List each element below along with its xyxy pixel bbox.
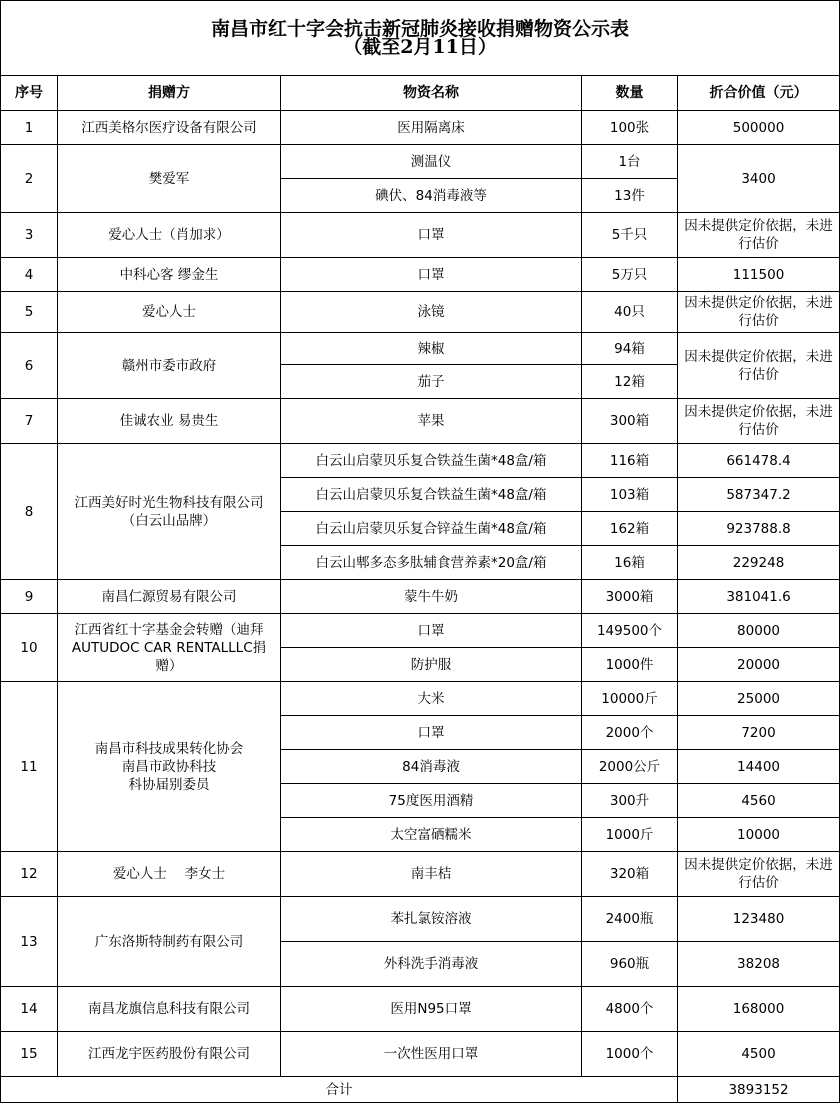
table-row [1,444,840,478]
table-row [1,258,840,292]
value-cell: 111500 [678,258,840,292]
header-item: 物资名称 [281,76,582,111]
value-cell: 229248 [678,546,840,580]
row-number: 14 [1,987,58,1032]
item-cell: 太空富硒糯米 [281,818,582,852]
donor-cell: 爱心人士 [58,292,281,333]
qty-cell: 2400瓶 [582,897,678,942]
table-row [1,213,840,258]
qty-cell: 16箱 [582,546,678,580]
item-cell: 碘伏、84消毒液等 [281,179,582,213]
item-cell: 白云山启蒙贝乐复合锌益生菌*48盒/箱 [281,512,582,546]
donor-cell: 樊爱军 [58,145,281,213]
title-line-2: （截至2月11日） [343,36,497,58]
value-cell: 因未提供定价依据，未进行估价 [678,399,840,444]
qty-cell: 12箱 [582,365,678,399]
item-cell: 茄子 [281,365,582,399]
table-row [1,987,840,1032]
value-cell: 14400 [678,750,840,784]
qty-cell: 4800个 [582,987,678,1032]
item-cell: 辣椒 [281,333,582,365]
qty-cell: 1000件 [582,648,678,682]
qty-cell: 100张 [582,111,678,145]
item-cell: 口罩 [281,614,582,648]
row-number: 4 [1,258,58,292]
donor-cell: 江西美格尔医疗设备有限公司 [58,111,281,145]
donor-cell: 赣州市委市政府 [58,333,281,399]
row-number: 8 [1,444,58,580]
donor-cell: 南昌仁源贸易有限公司 [58,580,281,614]
item-cell: 一次性医用口罩 [281,1032,582,1077]
donor-cell: 爱心人士 李女士 [58,852,281,897]
row-number: 12 [1,852,58,897]
table-row [1,852,840,897]
table-row [1,333,840,365]
row-number: 11 [1,682,58,852]
qty-cell: 103箱 [582,478,678,512]
item-cell: 白云山启蒙贝乐复合铁益生菌*48盒/箱 [281,478,582,512]
title-row [1,1,840,76]
table-body [1,1,840,1103]
title-line-1: 南昌市红十字会抗击新冠肺炎接收捐赠物资公示表 [211,18,630,40]
table-row [1,145,840,179]
value-cell: 661478.4 [678,444,840,478]
value-cell: 因未提供定价依据，未进行估价 [678,213,840,258]
value-cell: 因未提供定价依据，未进行估价 [678,852,840,897]
item-cell: 防护服 [281,648,582,682]
table-row [1,682,840,716]
item-cell: 口罩 [281,716,582,750]
qty-cell: 149500个 [582,614,678,648]
header-no: 序号 [1,76,58,111]
row-number: 7 [1,399,58,444]
qty-cell: 10000斤 [582,682,678,716]
header-donor: 捐赠方 [58,76,281,111]
item-cell: 泳镜 [281,292,582,333]
header-value: 折合价值（元） [678,76,840,111]
item-cell: 医用N95口罩 [281,987,582,1032]
qty-cell: 162箱 [582,512,678,546]
row-number: 13 [1,897,58,987]
item-cell: 口罩 [281,213,582,258]
header-row [1,76,840,111]
row-number: 2 [1,145,58,213]
value-cell: 10000 [678,818,840,852]
qty-cell: 960瓶 [582,942,678,987]
value-cell: 因未提供定价依据，未进行估价 [678,333,840,399]
item-cell: 84消毒液 [281,750,582,784]
qty-cell: 300升 [582,784,678,818]
item-cell: 医用隔离床 [281,111,582,145]
value-cell: 38208 [678,942,840,987]
total-row [1,1077,840,1103]
value-cell: 923788.8 [678,512,840,546]
donor-cell: 南昌市科技成果转化协会 南昌市政协科技 科协届别委员 [58,682,281,852]
row-number: 15 [1,1032,58,1077]
value-cell: 因未提供定价依据，未进行估价 [678,292,840,333]
qty-cell: 1000个 [582,1032,678,1077]
item-cell: 测温仪 [281,145,582,179]
value-cell: 587347.2 [678,478,840,512]
row-number: 9 [1,580,58,614]
donor-cell: 江西省红十字基金会转赠（迪拜 AUTUDOC CAR RENTALLLC捐赠） [58,614,281,682]
donor-cell: 江西美好时光生物科技有限公司 （白云山品牌） [58,444,281,580]
item-cell: 白云山郫多态多肽辅食营养素*20盒/箱 [281,546,582,580]
value-cell: 381041.6 [678,580,840,614]
table-row [1,111,840,145]
total-label: 合计 [1,1077,678,1103]
table-row [1,399,840,444]
table-title [1,1,840,76]
value-cell: 20000 [678,648,840,682]
item-cell: 口罩 [281,258,582,292]
total-value: 3893152 [678,1077,840,1103]
item-cell: 蒙牛牛奶 [281,580,582,614]
qty-cell: 5千只 [582,213,678,258]
header-qty: 数量 [582,76,678,111]
donor-cell: 江西龙宇医药股份有限公司 [58,1032,281,1077]
qty-cell: 320箱 [582,852,678,897]
donor-cell: 中科心客 缪金生 [58,258,281,292]
qty-cell: 5万只 [582,258,678,292]
value-cell: 80000 [678,614,840,648]
qty-cell: 40只 [582,292,678,333]
value-cell: 4500 [678,1032,840,1077]
donor-cell: 南昌龙旗信息科技有限公司 [58,987,281,1032]
value-cell: 168000 [678,987,840,1032]
row-number: 3 [1,213,58,258]
value-cell: 25000 [678,682,840,716]
item-cell: 75度医用酒精 [281,784,582,818]
value-cell: 7200 [678,716,840,750]
qty-cell: 2000公斤 [582,750,678,784]
value-cell: 500000 [678,111,840,145]
table-row [1,897,840,942]
row-number: 6 [1,333,58,399]
qty-cell: 1000斤 [582,818,678,852]
item-cell: 南丰桔 [281,852,582,897]
table-row [1,614,840,648]
value-cell: 123480 [678,897,840,942]
qty-cell: 1台 [582,145,678,179]
qty-cell: 3000箱 [582,580,678,614]
qty-cell: 300箱 [582,399,678,444]
item-cell: 白云山启蒙贝乐复合铁益生菌*48盒/箱 [281,444,582,478]
donor-cell: 爱心人士（肖加求） [58,213,281,258]
value-cell: 4560 [678,784,840,818]
value-cell: 3400 [678,145,840,213]
row-number: 10 [1,614,58,682]
item-cell: 大米 [281,682,582,716]
qty-cell: 2000个 [582,716,678,750]
qty-cell: 94箱 [582,333,678,365]
table-row [1,292,840,333]
table-row [1,580,840,614]
donor-cell: 佳诚农业 易贵生 [58,399,281,444]
row-number: 1 [1,111,58,145]
donor-cell: 广东洛斯特制药有限公司 [58,897,281,987]
qty-cell: 116箱 [582,444,678,478]
row-number: 5 [1,292,58,333]
item-cell: 外科洗手消毒液 [281,942,582,987]
item-cell: 苯扎氯铵溶液 [281,897,582,942]
table-row [1,1032,840,1077]
item-cell: 苹果 [281,399,582,444]
qty-cell: 13件 [582,179,678,213]
